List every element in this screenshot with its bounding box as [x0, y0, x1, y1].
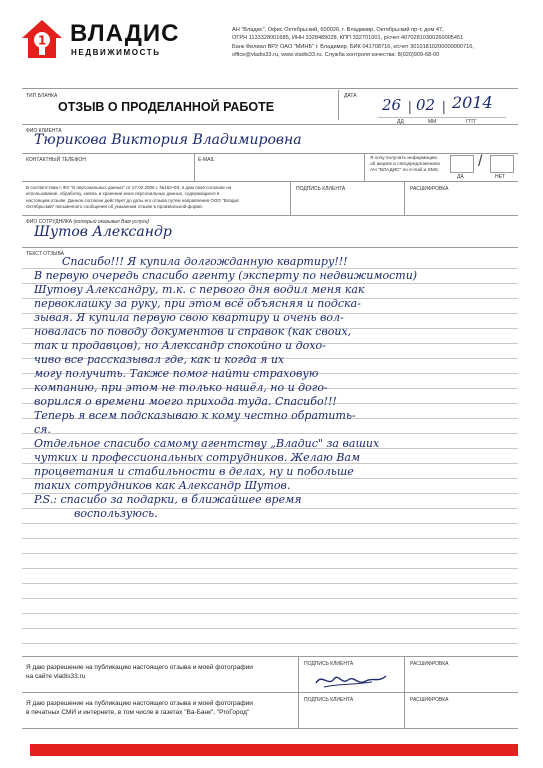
feedback-line: новалась по поводу документов и справок (как своих, — [34, 325, 352, 338]
company-info: АН "Владис", Офис Октябрьский, 600026, г. Владимир, Октябрьский пр-т, дом 47, ОГРН 1133328001685, ИНН 3328489028, КПП 332701001, р/счет 40702810300260005451 Банк Филиал ВРУ ОАО "МИНБ" г. Владимир, БИК 041708716, к/счет 30101810200000000716, office@vladis33.ru, www.vladis33.ru. Служба контроля качества: 8(920)909-68-00 — [232, 27, 474, 59]
publish-media-signature-label: ПОДПИСЬ КЛИЕНТА — [304, 697, 354, 703]
sms-no-checkbox[interactable] — [490, 155, 514, 173]
form-type-label: ТИП БЛАНКА — [26, 93, 58, 99]
feedback-line: Шутову Александру, т.к. с первого дня водил меня как — [34, 283, 365, 296]
feedback-line: Спасибо!!! Я купила долгожданную квартиру!!! — [62, 255, 348, 268]
publish-site-signature-label: ПОДПИСЬ КЛИЕНТА — [304, 661, 354, 667]
decode-label: РАСШИФРОВКА — [410, 186, 449, 192]
publish-media-decode-label: РАСШИФРОВКА — [410, 697, 449, 703]
client-name-label: ФИО КЛИЕНТА — [26, 128, 62, 134]
sms-consent-text: Я хочу получать информацию об акциях и спецпредложениях АН "ВЛАДИС" по e-mail и SMS — [370, 156, 440, 173]
handwritten-signature-icon — [312, 667, 390, 691]
date-month: 02 — [416, 96, 436, 114]
date-label: ДАТА — [344, 93, 357, 99]
feedback-line: Отдельное спасибо самому агентству „Владис" за ваших — [34, 437, 380, 450]
sms-yes-checkbox[interactable] — [450, 155, 474, 173]
feedback-line: так и продавцов), но Александр спокойно и дохо- — [34, 339, 326, 352]
form-title: ОТЗЫВ О ПРОДЕЛАННОЙ РАБОТЕ — [58, 100, 275, 114]
client-name-value: Тюрикова Виктория Владимировна — [34, 132, 302, 148]
feedback-line: воспользуюсь. — [74, 507, 158, 520]
employee-label: ФИО СОТРУДНИКА (который оказывал Вам услуги) — [26, 219, 150, 225]
feedback-line: Теперь я всем подсказываю к кому честно обратить- — [34, 409, 356, 422]
phone-label: КОНТАКТНЫЙ ТЕЛЕФОН — [26, 157, 86, 163]
feedback-text — [34, 255, 518, 521]
email-label: E-MAIL — [198, 157, 215, 163]
publish-site-decode-label: РАСШИФРОВКА — [410, 661, 449, 667]
publish-media-consent: Я даю разрешение на публикацию настоящего отзыва и моей фотографии в печатных СМИ и интернете, в том числе в газетах "Ва-Банк", "ProГород" — [26, 700, 253, 716]
house-key-logo-icon — [20, 18, 64, 60]
feedback-line: зывая. Я купила первую свою квартиру и очень вол- — [34, 311, 344, 324]
client-signature-label: ПОДПИСЬ КЛИЕНТА — [296, 186, 346, 192]
feedback-line: первоклашку за руку, при этом всё объясняя и подска- — [34, 297, 361, 310]
feedback-line: чутких и профессиональных сотрудников. Желаю Вам — [34, 451, 361, 464]
feedback-line: процветания и стабильности в делах, ну и побольше — [34, 465, 354, 478]
feedback-line: компанию, при этом не только нашёл, но и дого- — [34, 381, 328, 394]
feedback-label: ТЕКСТ ОТЗЫВА — [26, 251, 64, 257]
feedback-line: ся. — [34, 423, 51, 436]
feedback-line: ворился о времени моего прихода туда. Спасибо!!! — [34, 395, 337, 408]
feedback-line: могу получить. Также помог найти страховую — [34, 367, 319, 380]
feedback-line: таких сотрудников как Александр Шутов. — [34, 479, 291, 492]
publish-site-consent: Я даю разрешение на публикацию настоящего отзыва и моей фотографии на сайте vladis33.ru — [26, 664, 253, 680]
employee-name-value: Шутов Александр — [34, 224, 172, 240]
brand-name: ВЛАДИС — [70, 20, 180, 47]
feedback-line: P.S.: спасибо за подарки, в ближайшее время — [34, 493, 302, 506]
date-year: 2014 — [452, 93, 493, 112]
date-day: 26 — [382, 96, 402, 114]
brand-subtitle: НЕДВИЖИМОСТЬ — [71, 48, 161, 57]
feedback-line: В первую очередь спасибо агенту (эксперту по недвижимости) — [34, 269, 418, 282]
feedback-line: чиво все рассказывал где, как и когда я их — [34, 353, 285, 366]
personal-data-consent: В соответствии с ФЗ "О персональных данных" от 27.02.2006 г. №152-ФЗ, я даю своё согласие на использование, обработку, запись и хранение моих персональных данных, содержащихся в настоящем отзыве. Данное согласие действует до даты его отзыва путем направления ООО "Владис Октябрьский" письменного сообщения об указанном отзыве в произвольной форме. — [26, 185, 240, 210]
svg-text:1: 1 — [37, 33, 47, 48]
footer-brand-bar — [30, 744, 518, 756]
